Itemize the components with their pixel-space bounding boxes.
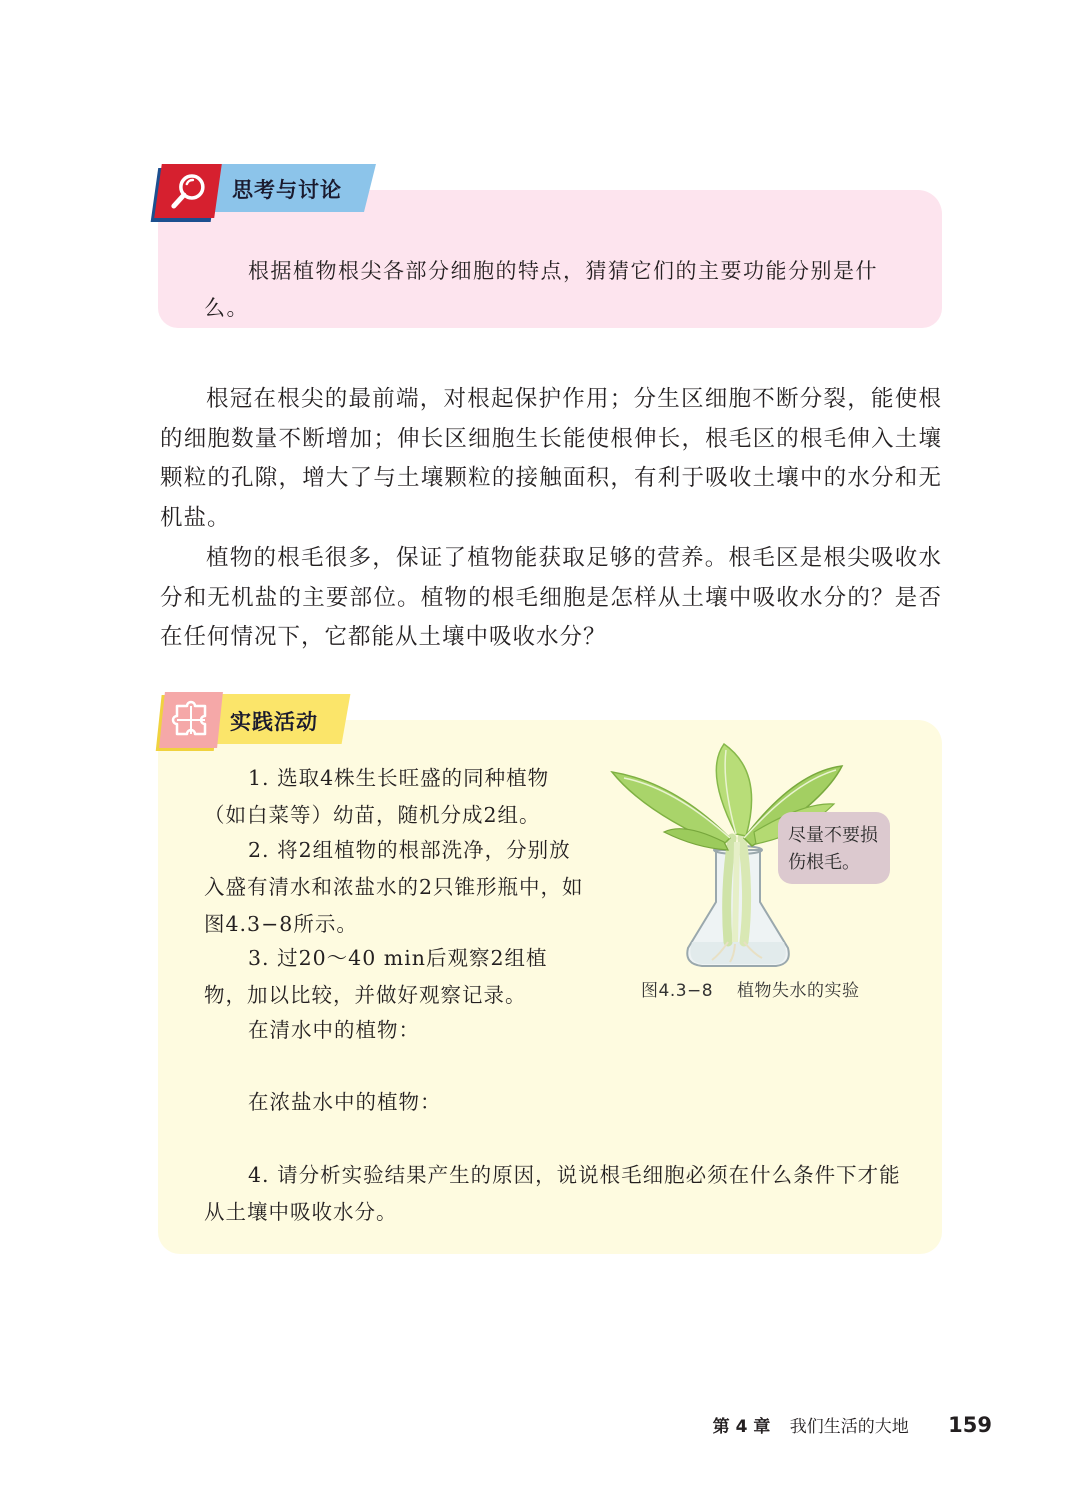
chapter-label: 第 4 章 <box>712 1417 771 1437</box>
practice-step-3: 3. 过20～40 min后观察2组植物，加以比较，并做好观察记录。 <box>204 946 548 1007</box>
think-discuss-text: 根据植物根尖各部分细胞的特点，猜猜它们的主要功能分别是什么。 <box>204 259 878 320</box>
callout-text: 尽量不要损伤根毛。 <box>788 825 878 873</box>
clear-water-observation-label: 在清水中的植物： <box>248 1018 420 1042</box>
magnifier-icon <box>154 164 222 218</box>
practice-step-1: 1. 选取4株生长旺盛的同种植物（如白菜等）幼苗，随机分成2组。 <box>204 766 550 827</box>
practice-step-2: 2. 将2组植物的根部洗净，分别放入盛有清水和浓盐水的2只锥形瓶中，如图4.3−8所示。 <box>204 838 584 936</box>
salt-water-observation-label: 在浓盐水中的植物： <box>248 1090 442 1114</box>
think-discuss-title: 思考与讨论 <box>232 178 342 202</box>
puzzle-icon <box>159 692 223 748</box>
figure-caption <box>641 976 860 1001</box>
practice-activity-header <box>160 692 350 750</box>
practice-activity-title: 实践活动 <box>230 710 318 734</box>
practice-step-4: 4. 请分析实验结果产生的原因，说说根毛细胞必须在什么条件下才能从土壤中吸收水分。 <box>204 1163 901 1224</box>
figure-number: 图4.3−8 <box>641 981 714 1001</box>
body-paragraph-2: 植物的根毛很多，保证了植物能获取足够的营养。根毛区是根尖吸收水分和无机盐的主要部位。植物的根毛细胞是怎样从土壤中吸收水分的？是否在任何情况下，它都能从土壤中吸收水分？ <box>160 545 942 650</box>
body-paragraph-1: 根冠在根尖的最前端，对根起保护作用；分生区细胞不断分裂，能使根的细胞数量不断增加；伸长区细胞生长能使根伸长，根毛区的根毛伸入土壤颗粒的孔隙，增大了与土壤颗粒的接触面积，有利于吸收土壤中的水分和无机盐。 <box>160 386 942 531</box>
chapter-title: 我们生活的大地 <box>789 1417 909 1437</box>
page-number: 159 <box>948 1413 992 1437</box>
callout-bubble <box>778 812 890 884</box>
figure-title: 植物失水的实验 <box>737 981 860 1001</box>
page-footer <box>713 1412 992 1437</box>
think-discuss-header <box>158 164 370 214</box>
